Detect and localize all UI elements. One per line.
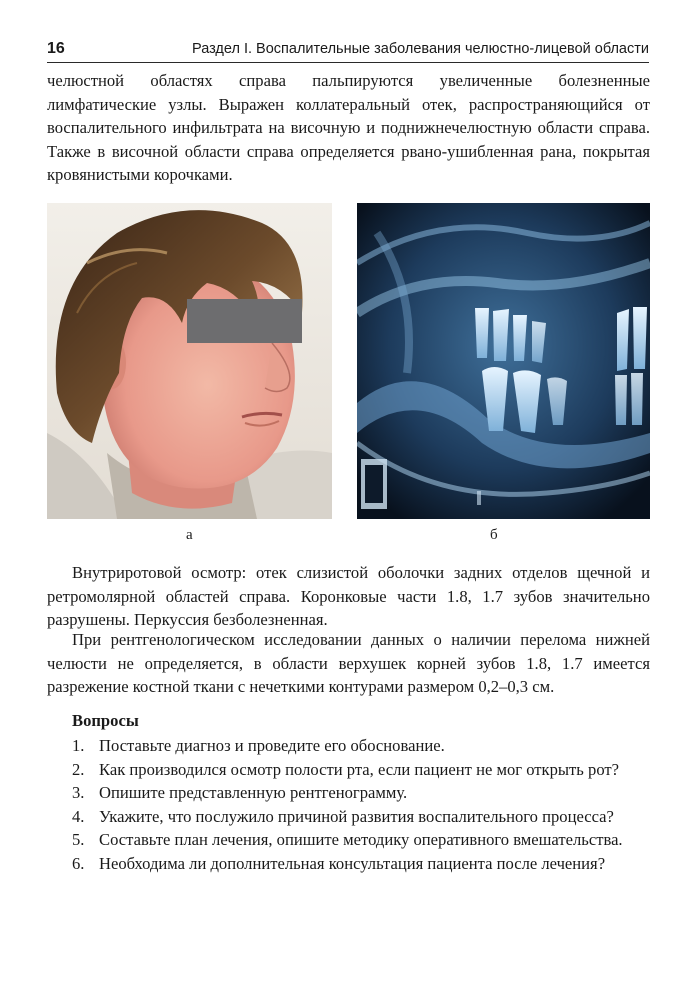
questions-list: [72, 734, 650, 875]
question-item: [72, 734, 650, 758]
question-number: 1.: [72, 736, 85, 755]
figure-caption-a: а: [186, 527, 193, 543]
question-text: Как производился осмотр полости рта, если пациент не мог открыть рот?: [99, 759, 620, 779]
question-item: [72, 805, 650, 829]
xray-illustration: [357, 203, 650, 519]
intro-paragraph: челюстной областях справа пальпируются увеличенные болезненные лимфатические узлы. Выражен коллатеральный отек, распространяющийся от воспалительного инфильтрата на височную и поднижнечелюстную области справа. Также в височной области справа определяется рвано-ушибленная рана, покрытая кровянистыми корочками.: [47, 71, 650, 184]
intraoral-exam-paragraph: Внутриротовой осмотр: отек слизистой оболочки задних отделов щечной и ретромолярной областей справа. Коронковые части 1.8, 1.7 зубов значительно разрушены. Перкуссия безболезненная.: [47, 563, 650, 629]
panoramic-xray: [357, 203, 650, 519]
xray-findings-paragraph: При рентгенологическом исследовании данных о наличии перелома нижней челюсти не определяется, в области верхушек корней зубов 1.8, 1.7 имеется разрежение костной ткани с нечеткими контурами размером 0,2–0,3 см.: [47, 630, 650, 696]
question-text: Укажите, что послужило причиной развития воспалительного процесса?: [99, 806, 614, 826]
question-text: Поставьте диагноз и проведите его обоснование.: [99, 736, 445, 755]
question-text: Составьте план лечения, опишите методику оперативного вмешательства.: [99, 830, 623, 849]
question-item: [72, 828, 650, 852]
patient-photo: [47, 203, 332, 519]
question-number: 3.: [72, 783, 85, 802]
question-text: Опишите представленную рентгенограмму.: [99, 783, 408, 802]
figure-caption-b: б: [490, 527, 498, 543]
question-number: 4.: [72, 806, 85, 826]
question-item: [72, 852, 650, 876]
page-header: [47, 36, 649, 63]
patient-photo-illustration: [47, 203, 332, 519]
question-text: Необходима ли дополнительная консультация пациента после лечения?: [99, 853, 606, 873]
running-head: Раздел I. Воспалительные заболевания челюстно-лицевой области: [192, 41, 649, 57]
question-number: 2.: [72, 759, 85, 779]
question-item: [72, 781, 650, 805]
question-item: [72, 758, 650, 782]
questions-heading: Вопросы: [72, 711, 139, 730]
page-number: 16: [47, 40, 65, 57]
question-number: 6.: [72, 853, 85, 873]
question-number: 5.: [72, 830, 85, 849]
